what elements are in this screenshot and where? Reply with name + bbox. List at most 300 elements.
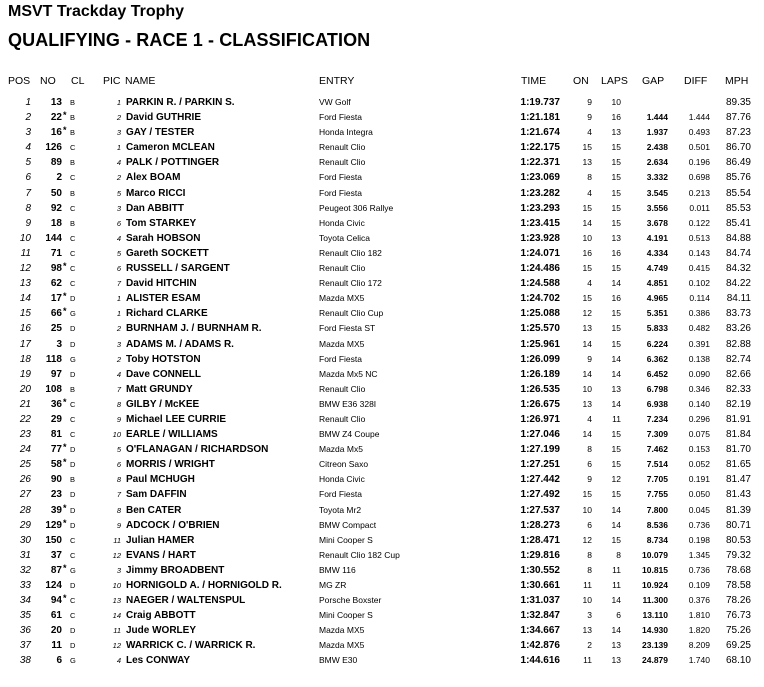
diff-cell: 0.011 bbox=[689, 202, 710, 213]
on-lap-cell: 15 bbox=[582, 263, 592, 274]
pic-cell: 7 bbox=[116, 490, 121, 500]
car-number-cell: 108 bbox=[45, 383, 62, 395]
position-cell: 7 bbox=[25, 187, 31, 199]
gap-cell: 1.937 bbox=[646, 127, 668, 138]
diff-cell: 0.109 bbox=[688, 580, 710, 590]
pic-cell: 12 bbox=[112, 641, 121, 651]
table-row bbox=[0, 594, 764, 609]
table-row bbox=[0, 534, 764, 549]
position-cell: 13 bbox=[19, 278, 31, 290]
diff-cell: 0.143 bbox=[688, 247, 710, 258]
mph-cell: 78.26 bbox=[725, 595, 751, 607]
mph-cell: 81.84 bbox=[725, 429, 751, 441]
on-lap-cell: 6 bbox=[587, 459, 592, 470]
lap-time-cell: 1:42.876 bbox=[520, 640, 560, 652]
mph-cell: 86.49 bbox=[725, 157, 751, 169]
pic-cell: 2 bbox=[116, 354, 121, 364]
table-row bbox=[0, 564, 764, 579]
pic-cell: 8 bbox=[116, 399, 121, 409]
on-lap-cell: 3 bbox=[587, 610, 592, 621]
table-row bbox=[0, 398, 764, 413]
gap-cell: 6.938 bbox=[646, 398, 668, 409]
mph-cell: 75.26 bbox=[725, 625, 751, 637]
diff-cell: 8.209 bbox=[688, 640, 710, 651]
driver-name-cell: Julian HAMER bbox=[126, 534, 195, 546]
entry-cell: Renault Clio 182 Cup bbox=[319, 549, 400, 560]
gap-cell: 7.755 bbox=[646, 489, 668, 500]
gap-cell: 3.332 bbox=[646, 172, 668, 183]
mph-cell: 84.32 bbox=[725, 263, 751, 275]
car-number-cell: 61 bbox=[50, 610, 62, 622]
mph-cell: 84.11 bbox=[726, 293, 751, 305]
on-lap-cell: 9 bbox=[587, 112, 592, 123]
lap-time-cell: 1:26.971 bbox=[520, 413, 560, 425]
marker-cell: * bbox=[63, 110, 67, 121]
class-cell: C bbox=[70, 173, 76, 183]
entry-cell: VW Golf bbox=[319, 97, 351, 107]
gap-cell: 7.234 bbox=[646, 413, 668, 424]
pic-cell: 7 bbox=[116, 384, 121, 394]
pic-cell: 4 bbox=[116, 233, 121, 243]
lap-time-cell: 1:28.273 bbox=[520, 519, 560, 531]
position-cell: 16 bbox=[19, 323, 31, 335]
laps-cell: 11 bbox=[612, 413, 621, 424]
pic-cell: 11 bbox=[113, 535, 121, 545]
lap-time-cell: 1:26.675 bbox=[520, 398, 560, 410]
driver-name-cell: Alex BOAM bbox=[126, 172, 181, 184]
driver-name-cell: Richard CLARKE bbox=[126, 308, 208, 320]
class-cell: B bbox=[70, 113, 76, 123]
lap-time-cell: 1:26.535 bbox=[520, 383, 560, 395]
mph-cell: 82.19 bbox=[725, 398, 751, 410]
on-lap-cell: 11 bbox=[583, 655, 592, 666]
mph-cell: 81.91 bbox=[725, 413, 751, 425]
driver-name-cell: Tom STARKEY bbox=[126, 217, 197, 229]
gap-cell: 13.110 bbox=[642, 610, 668, 621]
class-cell: G bbox=[70, 565, 76, 575]
mph-cell: 80.53 bbox=[725, 534, 751, 546]
car-number-cell: 126 bbox=[45, 142, 62, 154]
mph-cell: 85.41 bbox=[725, 217, 751, 229]
position-cell: 4 bbox=[25, 142, 31, 154]
pic-cell: 6 bbox=[116, 218, 121, 228]
table-row bbox=[0, 443, 764, 458]
lap-time-cell: 1:27.251 bbox=[520, 459, 560, 471]
on-lap-cell: 15 bbox=[582, 142, 592, 153]
entry-cell: Honda Civic bbox=[319, 474, 365, 485]
lap-time-cell: 1:24.486 bbox=[520, 263, 560, 275]
position-cell: 9 bbox=[25, 217, 31, 229]
mph-cell: 82.88 bbox=[725, 338, 751, 350]
gap-cell: 1.444 bbox=[646, 112, 668, 123]
entry-cell: Renault Clio bbox=[319, 157, 366, 168]
diff-cell: 0.090 bbox=[688, 368, 710, 379]
table-row bbox=[0, 504, 764, 519]
pic-cell: 14 bbox=[112, 611, 121, 621]
laps-cell: 13 bbox=[611, 232, 621, 243]
driver-name-cell: Les CONWAY bbox=[126, 655, 191, 667]
position-cell: 34 bbox=[19, 595, 31, 607]
position-cell: 5 bbox=[25, 157, 31, 169]
car-number-cell: 98 bbox=[50, 263, 62, 275]
table-row bbox=[0, 609, 764, 624]
mph-cell: 87.76 bbox=[725, 112, 751, 124]
diff-cell: 1.444 bbox=[688, 112, 710, 123]
lap-time-cell: 1:24.071 bbox=[520, 247, 560, 259]
diff-cell: 0.346 bbox=[688, 383, 710, 394]
on-lap-cell: 12 bbox=[582, 534, 592, 545]
car-number-cell: 36 bbox=[50, 398, 62, 410]
pic-cell: 1 bbox=[116, 143, 121, 153]
lap-time-cell: 1:29.816 bbox=[520, 549, 560, 561]
mph-cell: 89.35 bbox=[725, 97, 751, 108]
column-header-pos: POS bbox=[8, 75, 31, 87]
on-lap-cell: 13 bbox=[582, 625, 592, 636]
table-header bbox=[0, 75, 764, 89]
pic-cell: 13 bbox=[112, 596, 121, 606]
position-cell: 8 bbox=[25, 202, 31, 214]
on-lap-cell: 11 bbox=[583, 580, 592, 590]
gap-cell: 7.309 bbox=[646, 429, 668, 440]
class-cell: C bbox=[70, 203, 76, 213]
mph-cell: 82.74 bbox=[725, 353, 751, 365]
session-title: QUALIFYING - RACE 1 - CLASSIFICATION bbox=[8, 30, 371, 50]
pic-cell: 1 bbox=[116, 294, 121, 304]
driver-name-cell: HORNIGOLD A. / HORNIGOLD R. bbox=[126, 580, 282, 591]
mph-cell: 81.39 bbox=[725, 504, 751, 516]
laps-cell: 15 bbox=[611, 202, 621, 213]
diff-cell: 0.102 bbox=[688, 278, 710, 289]
laps-cell: 16 bbox=[611, 247, 621, 258]
car-number-cell: 3 bbox=[56, 338, 62, 350]
pic-cell: 4 bbox=[116, 656, 121, 666]
driver-name-cell: Sarah HOBSON bbox=[126, 232, 201, 244]
class-cell: C bbox=[70, 143, 76, 153]
on-lap-cell: 2 bbox=[587, 640, 592, 651]
pic-cell: 5 bbox=[116, 445, 121, 455]
class-cell: G bbox=[70, 309, 76, 319]
gap-cell: 7.462 bbox=[646, 444, 668, 455]
gap-cell: 3.556 bbox=[646, 202, 668, 213]
lap-time-cell: 1:27.442 bbox=[520, 474, 560, 486]
diff-cell: 0.501 bbox=[688, 142, 710, 153]
mph-cell: 86.70 bbox=[725, 142, 751, 154]
pic-cell: 1 bbox=[116, 98, 121, 107]
position-cell: 28 bbox=[19, 504, 31, 516]
table-row bbox=[0, 141, 764, 156]
table-row bbox=[0, 338, 764, 353]
diff-cell: 0.376 bbox=[688, 595, 710, 606]
gap-cell: 6.362 bbox=[646, 353, 668, 364]
driver-name-cell: MORRIS / WRIGHT bbox=[126, 459, 215, 471]
car-number-cell: 66 bbox=[50, 308, 62, 320]
gap-cell: 8.734 bbox=[646, 534, 668, 545]
lap-time-cell: 1:27.199 bbox=[520, 444, 560, 456]
on-lap-cell: 4 bbox=[587, 187, 592, 198]
laps-cell: 15 bbox=[611, 308, 621, 319]
laps-cell: 16 bbox=[611, 293, 621, 304]
driver-name-cell: PARKIN R. / PARKIN S. bbox=[126, 97, 235, 108]
laps-cell: 14 bbox=[611, 504, 621, 515]
entry-cell: Renault Clio bbox=[319, 142, 366, 153]
lap-time-cell: 1:27.046 bbox=[520, 429, 560, 441]
position-cell: 1 bbox=[25, 97, 31, 108]
position-cell: 37 bbox=[19, 640, 31, 652]
table-row bbox=[0, 458, 764, 473]
driver-name-cell: Marco RICCI bbox=[126, 187, 186, 199]
on-lap-cell: 10 bbox=[582, 383, 592, 394]
class-cell: D bbox=[70, 626, 76, 636]
pic-cell: 10 bbox=[112, 430, 121, 440]
on-lap-cell: 13 bbox=[582, 323, 592, 334]
class-cell: C bbox=[70, 550, 76, 560]
gap-cell: 4.191 bbox=[646, 232, 668, 243]
mph-cell: 81.70 bbox=[725, 444, 751, 456]
table-row bbox=[0, 322, 764, 337]
class-cell: C bbox=[70, 535, 76, 545]
table-row bbox=[0, 217, 764, 232]
gap-cell: 4.749 bbox=[646, 263, 668, 274]
diff-cell: 0.196 bbox=[688, 157, 710, 168]
lap-time-cell: 1:30.552 bbox=[520, 564, 560, 576]
laps-cell: 14 bbox=[611, 398, 621, 409]
laps-cell: 14 bbox=[611, 519, 621, 530]
on-lap-cell: 13 bbox=[582, 157, 592, 168]
class-cell: B bbox=[70, 158, 76, 168]
table-row bbox=[0, 383, 764, 398]
entry-cell: Ford Fiesta bbox=[319, 489, 362, 500]
lap-time-cell: 1:27.492 bbox=[520, 489, 560, 501]
on-lap-cell: 8 bbox=[587, 549, 592, 560]
mph-cell: 78.58 bbox=[725, 580, 751, 591]
laps-cell: 15 bbox=[611, 217, 621, 228]
diff-cell: 1.820 bbox=[688, 625, 710, 636]
lap-time-cell: 1:32.847 bbox=[520, 610, 560, 622]
position-cell: 17 bbox=[19, 338, 31, 350]
diff-cell: 0.482 bbox=[688, 323, 710, 334]
on-lap-cell: 8 bbox=[587, 172, 592, 183]
marker-cell: * bbox=[63, 593, 67, 604]
table-row bbox=[0, 654, 764, 669]
on-lap-cell: 16 bbox=[582, 247, 592, 258]
column-header-on: ON bbox=[573, 75, 589, 87]
diff-cell: 0.296 bbox=[688, 413, 710, 424]
entry-cell: Citreon Saxo bbox=[319, 459, 369, 470]
class-cell: C bbox=[70, 611, 76, 621]
car-number-cell: 94 bbox=[50, 595, 62, 607]
car-number-cell: 87 bbox=[50, 564, 62, 576]
marker-cell: * bbox=[63, 125, 67, 136]
class-cell: C bbox=[70, 596, 76, 606]
lap-time-cell: 1:26.189 bbox=[520, 368, 560, 380]
entry-cell: Renault Clio bbox=[319, 383, 366, 394]
diff-cell: 0.050 bbox=[688, 489, 710, 500]
class-cell: B bbox=[70, 384, 76, 394]
pic-cell: 1 bbox=[116, 309, 121, 319]
class-cell: D bbox=[70, 369, 76, 379]
entry-cell: Ford Fiesta bbox=[319, 353, 362, 364]
mph-cell: 83.26 bbox=[725, 323, 751, 335]
driver-name-cell: GILBY / McKEE bbox=[126, 398, 200, 410]
column-header-name: NAME bbox=[125, 75, 156, 87]
diff-cell: 0.052 bbox=[688, 459, 710, 470]
car-number-cell: 2 bbox=[56, 172, 62, 184]
car-number-cell: 118 bbox=[45, 353, 62, 365]
position-cell: 30 bbox=[19, 534, 31, 546]
table-row bbox=[0, 368, 764, 383]
driver-name-cell: Gareth SOCKETT bbox=[126, 247, 209, 259]
lap-time-cell: 1:30.661 bbox=[520, 580, 560, 591]
laps-cell: 10 bbox=[611, 97, 621, 107]
class-cell: B bbox=[70, 128, 76, 138]
gap-cell: 5.833 bbox=[646, 323, 668, 334]
table-row bbox=[0, 187, 764, 202]
marker-cell: * bbox=[63, 261, 67, 272]
driver-name-cell: ALISTER ESAM bbox=[126, 293, 201, 305]
table-row bbox=[0, 126, 764, 141]
car-number-cell: 18 bbox=[50, 217, 62, 229]
pic-cell: 5 bbox=[116, 248, 121, 258]
lap-time-cell: 1:23.282 bbox=[520, 187, 560, 199]
lap-time-cell: 1:19.737 bbox=[520, 97, 560, 108]
gap-cell: 10.924 bbox=[642, 580, 668, 590]
entry-cell: Mazda MX5 bbox=[319, 640, 365, 651]
pic-cell: 9 bbox=[116, 520, 121, 530]
pic-cell: 5 bbox=[116, 188, 121, 198]
lap-time-cell: 1:34.667 bbox=[520, 625, 560, 637]
driver-name-cell: Jude WORLEY bbox=[126, 625, 197, 637]
car-number-cell: 89 bbox=[50, 157, 62, 169]
laps-cell: 14 bbox=[611, 368, 621, 379]
laps-cell: 8 bbox=[616, 549, 621, 560]
driver-name-cell: GAY / TESTER bbox=[126, 127, 195, 139]
pic-cell: 2 bbox=[116, 173, 121, 183]
mph-cell: 81.43 bbox=[725, 489, 751, 501]
mph-cell: 83.73 bbox=[725, 308, 751, 320]
position-cell: 18 bbox=[19, 353, 31, 365]
position-cell: 31 bbox=[19, 549, 31, 561]
pic-cell: 7 bbox=[116, 279, 121, 289]
car-number-cell: 71 bbox=[50, 247, 62, 259]
column-header-mph: MPH bbox=[725, 75, 749, 87]
on-lap-cell: 15 bbox=[582, 202, 592, 213]
car-number-cell: 92 bbox=[50, 202, 62, 214]
class-cell: D bbox=[70, 445, 76, 455]
laps-cell: 13 bbox=[611, 655, 621, 666]
mph-cell: 81.47 bbox=[725, 474, 751, 486]
diff-cell: 0.140 bbox=[688, 398, 710, 409]
class-cell: B bbox=[70, 98, 76, 107]
class-cell: G bbox=[70, 656, 76, 666]
lap-time-cell: 1:25.570 bbox=[520, 323, 560, 335]
car-number-cell: 16 bbox=[50, 127, 62, 139]
lap-time-cell: 1:23.415 bbox=[520, 217, 560, 229]
laps-cell: 12 bbox=[611, 474, 621, 485]
laps-cell: 14 bbox=[611, 625, 621, 636]
gap-cell: 11.300 bbox=[642, 595, 668, 606]
position-cell: 27 bbox=[19, 489, 31, 501]
class-cell: D bbox=[70, 490, 76, 500]
lap-time-cell: 1:27.537 bbox=[520, 504, 560, 516]
laps-cell: 15 bbox=[611, 534, 621, 545]
entry-cell: Mazda Mx5 bbox=[319, 444, 363, 455]
diff-cell: 0.122 bbox=[688, 217, 710, 228]
on-lap-cell: 14 bbox=[582, 338, 592, 349]
car-number-cell: 25 bbox=[50, 323, 62, 335]
entry-cell: BMW E36 328I bbox=[319, 398, 377, 409]
on-lap-cell: 15 bbox=[582, 489, 592, 500]
gap-cell: 10.815 bbox=[642, 564, 668, 575]
class-cell: D bbox=[70, 520, 76, 530]
laps-cell: 6 bbox=[616, 610, 621, 621]
gap-cell: 4.965 bbox=[646, 293, 668, 304]
class-cell: D bbox=[70, 581, 76, 590]
table-row bbox=[0, 519, 764, 534]
position-cell: 32 bbox=[19, 564, 31, 576]
class-cell: B bbox=[70, 188, 76, 198]
on-lap-cell: 8 bbox=[587, 444, 592, 455]
marker-cell: * bbox=[63, 502, 67, 513]
pic-cell: 2 bbox=[116, 113, 121, 123]
gap-cell: 7.705 bbox=[646, 474, 668, 485]
driver-name-cell: Paul MCHUGH bbox=[126, 474, 195, 486]
table-row bbox=[0, 488, 764, 503]
table-row bbox=[0, 639, 764, 654]
lap-time-cell: 1:22.175 bbox=[520, 142, 560, 154]
table-row bbox=[0, 549, 764, 564]
pic-cell: 3 bbox=[116, 203, 121, 213]
mph-cell: 76.73 bbox=[725, 610, 751, 622]
entry-cell: Mini Cooper S bbox=[319, 534, 373, 545]
table-row bbox=[0, 171, 764, 186]
on-lap-cell: 9 bbox=[587, 97, 592, 107]
entry-cell: Ford Fiesta ST bbox=[319, 323, 376, 334]
gap-cell: 2.438 bbox=[646, 142, 668, 153]
class-cell: D bbox=[70, 339, 76, 349]
table-row bbox=[0, 277, 764, 292]
laps-cell: 15 bbox=[611, 429, 621, 440]
gap-cell: 8.536 bbox=[646, 519, 668, 530]
table-row bbox=[0, 156, 764, 171]
entry-cell: Renault Clio 182 bbox=[319, 247, 382, 258]
driver-name-cell: ADAMS M. / ADAMS R. bbox=[126, 338, 234, 350]
pic-cell: 3 bbox=[116, 128, 121, 138]
position-cell: 38 bbox=[19, 655, 31, 667]
driver-name-cell: Dave CONNELL bbox=[126, 368, 202, 380]
entry-cell: Renault Clio bbox=[319, 413, 366, 424]
car-number-cell: 39 bbox=[50, 504, 62, 516]
driver-name-cell: Jimmy BROADBENT bbox=[126, 564, 225, 576]
laps-cell: 15 bbox=[611, 263, 621, 274]
car-number-cell: 144 bbox=[45, 232, 62, 244]
on-lap-cell: 10 bbox=[582, 232, 592, 243]
mph-cell: 78.68 bbox=[725, 564, 751, 576]
marker-cell: * bbox=[63, 306, 67, 317]
car-number-cell: 124 bbox=[45, 580, 62, 591]
class-cell: C bbox=[70, 414, 76, 424]
driver-name-cell: PALK / POTTINGER bbox=[126, 157, 220, 169]
entry-cell: Honda Integra bbox=[319, 127, 373, 138]
laps-cell: 15 bbox=[611, 489, 621, 500]
diff-cell: 0.191 bbox=[688, 474, 710, 485]
gap-cell: 4.851 bbox=[646, 278, 668, 289]
gap-cell: 6.798 bbox=[646, 383, 668, 394]
car-number-cell: 20 bbox=[50, 625, 62, 637]
mph-cell: 68.10 bbox=[725, 655, 751, 667]
pic-cell: 10 bbox=[112, 581, 121, 590]
diff-cell: 0.493 bbox=[688, 127, 710, 138]
diff-cell: 0.153 bbox=[688, 444, 710, 455]
